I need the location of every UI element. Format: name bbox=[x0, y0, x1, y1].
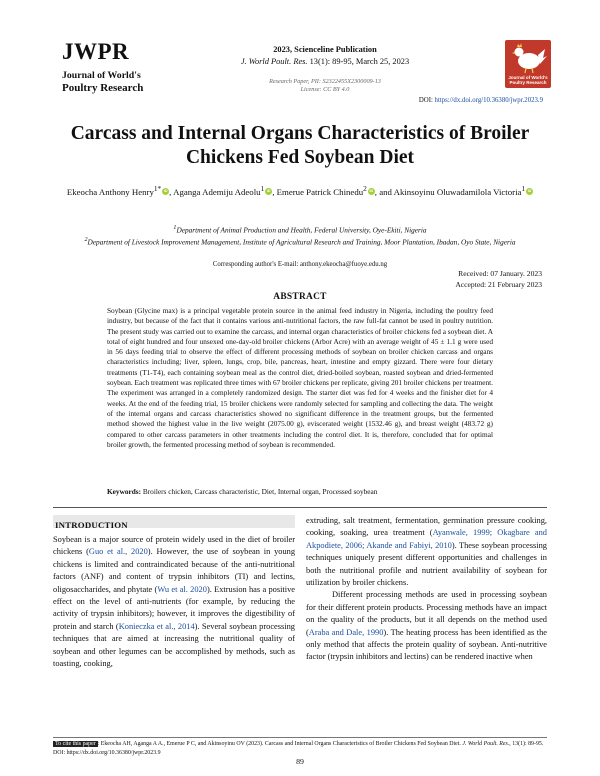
orcid-icon[interactable] bbox=[162, 188, 169, 195]
body-column-right bbox=[306, 515, 547, 664]
citation-footer bbox=[53, 740, 547, 757]
page-number: 89 bbox=[296, 757, 304, 766]
text-run: ). Several soybean processing techniques that are aimed at increasing the nutritional quality of soybean and other legumes can be accomplished by methods, such as toasting, cooking, bbox=[53, 621, 295, 669]
journal-abbrev: JWPR bbox=[62, 39, 130, 64]
text-run: ). However, the use of soybean in young chickens is limited and contraindicated because of the anti-nutritional factors (ANF) and content of trypsin inhibitors (TI) and lectins, oligosaccharides, and phytate ( bbox=[53, 547, 296, 594]
paper-title: Carcass and Internal Organs Characteristics of Broiler Chickens Fed Soybean Diet bbox=[70, 123, 530, 168]
doi-link[interactable]: https://dx.doi.org/10.36380/jwpr.2023.9 bbox=[434, 97, 543, 104]
journal-chicken-logo bbox=[505, 40, 551, 88]
accepted-date: Accepted: 21 February 2023 bbox=[455, 280, 542, 289]
affiliation-2 bbox=[60, 235, 540, 247]
text-run: ). Extrusion has a positive effect on the level of anti-nutrients (for example, by reducing the activity of trypsin inhibitors); however, it improves the digestibility of protein and starch ( bbox=[53, 584, 295, 631]
keywords-label: Keywords: bbox=[107, 487, 142, 496]
logo-text-line1: Journal of World's bbox=[508, 75, 548, 80]
journal-name-line1: Journal of World's bbox=[62, 70, 141, 81]
affiliation-1 bbox=[60, 223, 540, 235]
author-1: Ekeocha Anthony Henry bbox=[66, 186, 154, 197]
citation-link[interactable]: Ayanwale, 1999; Okagbare and Akpodiete, 2006; Akande and Fabiyi, 2010 bbox=[306, 528, 547, 550]
keywords-list: Broilers chicken, Carcass characteristic, Diet, Internal organ, Processed soybean bbox=[141, 487, 378, 496]
text-run: Soybean is a major source of protein widely used in the diet of broiler chickens ( bbox=[53, 535, 295, 557]
citation-link[interactable]: Araba and Dale, 1990 bbox=[308, 627, 384, 637]
logo-text bbox=[505, 75, 551, 85]
doi-line bbox=[419, 97, 543, 104]
intro-paragraph-1 bbox=[53, 534, 295, 670]
article-dates bbox=[455, 268, 542, 290]
cite-text: : Ekeocha AH, Aganga A A., Emerue P C, and Akinsoyinu OV (2023). Carcass and Internal Organs Characteristics of Broiler Chickens Fed Soybean Diet. bbox=[97, 741, 463, 747]
author-1-affil: 1* bbox=[153, 184, 162, 193]
section-divider bbox=[53, 507, 547, 508]
author-3: , Emerue Patrick Chinedu bbox=[272, 186, 364, 197]
abstract-heading: ABSTRACT bbox=[273, 292, 327, 302]
citation-line bbox=[200, 57, 450, 66]
author-list bbox=[60, 182, 540, 199]
introduction-heading bbox=[53, 515, 295, 528]
author-4-affil: 1 bbox=[521, 184, 526, 193]
orcid-icon[interactable] bbox=[265, 188, 272, 195]
affiliation-2-text: Department of Livestock Improvement Management, Institute of Agricultural Research and Training, Moor Plantation, Ibadan, Oyo State, Nigeria bbox=[87, 237, 516, 247]
cite-journal: J. World Poult. Res. bbox=[462, 741, 510, 747]
cite-label: To cite this paper bbox=[55, 741, 96, 747]
citation-rest: 13(1): 89-95, March 25, 2023 bbox=[307, 57, 410, 66]
research-paper-line: Research Paper, PII: S2322455X2300009-13 bbox=[269, 78, 381, 85]
citation-link[interactable]: Konieczka et al., 2014 bbox=[118, 621, 195, 631]
license-line: License: CC BY 4.0 bbox=[300, 86, 350, 93]
journal-name-line2: Poultry Research bbox=[62, 81, 144, 94]
affiliation-1-text: Department of Animal Production and Health, Federal University, Oye-Ekiti, Nigeria bbox=[176, 225, 427, 235]
cite-rest: , 13(1): 89-95. DOI: https://dx.doi.org/10.36380/jwpr.2023.9 bbox=[53, 741, 544, 756]
text-run: Different processing methods are used in processing soybean for their different protein products. Processing methods have an impact on the quality of the products, but it all depends on the method used ( bbox=[306, 590, 547, 637]
citation-journal: J. World Poult. Res. bbox=[240, 57, 308, 66]
logo-text-line2: Poultry Research bbox=[509, 80, 547, 85]
abstract-text: Soybean (Glycine max) is a principal vegetable protein source in the animal feed industry in Nigeria, including the poultry feed industry, but because of the fact that it contains various anti-nutritional factors, the raw full-fat cannot be used in poultry nutrition. The present study was carried out to examine the carcass, and internal organ characteristics of broiler chickens fed a soybean diet. A total of eight hundred and four unsexed one-day-old broiler chickens (Arbor Acre) with an average weight of 45 ± 1.1 g were used in 56 days feeding trial to observe the effect of different processing methods of soybean on broiler chicken carcass and organs characteristics including; liver, spleen, lungs, crop, bile, pancreas, heart, intestine and empty gizzard. There were four dietary treatments (T1-T4), each containing soybean meal as the control diet, dried-boiled soybean, roasted soybean and dried-fermented soybean. Each treatment was replicated three times with 67 broiler chickens per replicate, giving 201 broiler chickens per treatment. The experiment was arranged in a completely randomized design. The starter diet was fed for 4 weeks and the finisher diet for 4 weeks. At the end of the feeding trial, 15 broiler chickens were randomly selected for sampling and collecting the data. The weight of the internal organs and carcass characteristics showed no significant difference in the treatment groups, but the fermented method showed the highest value in the live weight (2075.00 g), eviscerated weight (1532.46 g), and breast weight (483.72 g) compared to other carcass parameters in other treatments including the control diet. It is, therefore, concluded that for optimal broiler growth, the fermented processing method of soybean is recommended. bbox=[107, 306, 493, 449]
doi-prefix: DOI: bbox=[418, 97, 435, 104]
orcid-icon[interactable] bbox=[526, 188, 533, 195]
author-2-affil: 1 bbox=[260, 184, 265, 193]
orcid-icon[interactable] bbox=[368, 188, 375, 195]
author-4: , and Akinsoyinu Oluwadamilola Victoria bbox=[374, 186, 522, 197]
text-run: ). These soybean processing techniques uniquely present different opportunities and challenges in both the nutritional profile and nutrient availability of soybean for utilization by broiler chickens. bbox=[306, 540, 547, 588]
affiliation-1-number: 1 bbox=[173, 225, 177, 231]
intro-paragraph-1-cont bbox=[306, 515, 547, 589]
publisher-line: 2023, Scienceline Publication bbox=[273, 45, 377, 54]
publication-info bbox=[200, 45, 450, 94]
journal-logo bbox=[62, 40, 182, 95]
corresponding-author: Corresponding author's E-mail: anthony.ekeocha@fuoye.edu.ng bbox=[212, 261, 388, 268]
affiliation-2-number: 2 bbox=[84, 237, 88, 244]
citation-link[interactable]: Guo et al., 2020 bbox=[88, 547, 148, 557]
author-2: , Aganga Ademiju Adeolu bbox=[169, 186, 261, 197]
citation-link[interactable]: Wu et al. 2020 bbox=[157, 584, 207, 594]
body-column-left bbox=[53, 534, 295, 670]
received-date: Received: 07 January. 2023 bbox=[458, 269, 542, 278]
text-run: ). The heating process has been identified as the only method that affects the protein quality of soybean. Anti-nutritive factor (trypsin inhibitors and lectins) can be rendered inactive when bbox=[306, 627, 547, 662]
text-run: extruding, salt treatment, fermentation, germination pressure cooking, cooking, soaking, urea treatment ( bbox=[306, 516, 547, 538]
author-3-affil: 2 bbox=[363, 184, 367, 193]
intro-paragraph-2 bbox=[306, 589, 547, 663]
keywords bbox=[107, 487, 493, 496]
footer-divider bbox=[53, 737, 547, 738]
introduction-heading-text: INTRODUCTION bbox=[55, 520, 128, 530]
affiliations bbox=[60, 223, 540, 248]
